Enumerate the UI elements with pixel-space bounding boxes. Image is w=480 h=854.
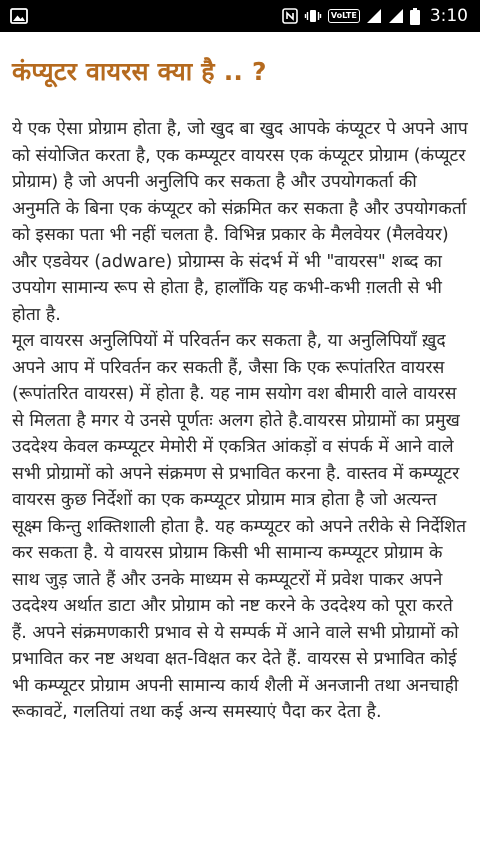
battery-icon: [410, 8, 420, 25]
status-time: 3:10: [429, 6, 468, 26]
signal-icon: [388, 8, 404, 24]
article-paragraph: ये एक ऐसा प्रोग्राम होता है, जो खुद बा खुद आपके कंप्यूटर पे अपने आप को संयोजित करता है, एक कम्प्यूटर वायरस एक कंप्यूटर प्रोग्राम (कंप्यूटर प्रोग्राम) है जो अपनी अनुलिपि कर सकता है और उपयोगकर्ता की अनुमति के बिना एक कंप्यूटर को संक्रमित कर सकता है और उपयोगकर्ता को इसका पता भी नहीं चलता है. विभिन्न प्रकार के मैलवेयर (मैलवेयर) और एडवेयर (adware) प्रोग्राम्स के संदर्भ में भी "वायरस" शब्द का उपयोग सामान्य रूप से होता है, हालाँकि यह कभी-कभी ग़लती से भी होता है.: [12, 119, 468, 325]
article-title: कंप्यूटर वायरस क्या है .. ?: [12, 57, 267, 86]
nfc-icon: [282, 8, 298, 24]
status-left: [10, 8, 28, 24]
vibrate-icon: [304, 8, 322, 24]
image-notification-icon: [10, 8, 28, 24]
article: [0, 32, 480, 726]
status-bar: [0, 0, 480, 32]
signal-icon: [366, 8, 382, 24]
status-right: [282, 6, 468, 26]
volte-icon: VoLTE: [328, 9, 360, 23]
article-paragraph: मूल वायरस अनुलिपियों में परिवर्तन कर सकता है, या अनुलिपियाँ ख़ुद अपने आप में परिवर्तन कर सकती हैं, जैसा कि एक रूपांतरित वायरस (रूपांतरित वायरस) में होता है. यह नाम सयोग वश बीमारी वाले वायरस से मिलता है मगर ये उनसे पूर्णतः अलग होते है.वायरस प्रोग्रामों का प्रमुख उददेश्य केवल कम्प्यूटर मेमोरी में एकत्रित आंकड़ों व संपर्क में आने वाले सभी प्रोग्रामों को अपने संक्रमण से प्रभावित करना है. वास्तव में कम्प्यूटर वायरस कुछ निर्देशों का एक कम्प्यूटर प्रोग्राम मात्र होता है जो अत्यन्त सूक्ष्म किन्तु शक्तिशाली होता है. यह कम्प्यूटर को अपने तरीके से निर्देशित कर सकता है. ये वायरस प्रोग्राम किसी भी सामान्य कम्प्यूटर प्रोग्राम के साथ जुड़ जाते हैं और उनके माध्यम से कम्प्यूटरों में प्रवेश पाकर अपने उददेश्य अर्थात डाटा और प्रोग्राम को नष्ट करने के उददेश्य को पूरा करते हैं. अपने संक्रमणकारी प्रभाव से ये सम्पर्क में आने वाले सभी प्रोग्रामों को प्रभावित कर नष्ट अथवा क्षत-विक्षत कर देते हैं. वायरस से प्रभावित कोई भी कम्प्यूटर प्रोग्राम अपनी सामान्य कार्य शैली में अनजानी तथा अनचाही रूकावटें, गलतियां तथा कई अन्य समस्याएं पैदा कर देता है.: [12, 331, 467, 722]
article-body: [12, 116, 468, 726]
